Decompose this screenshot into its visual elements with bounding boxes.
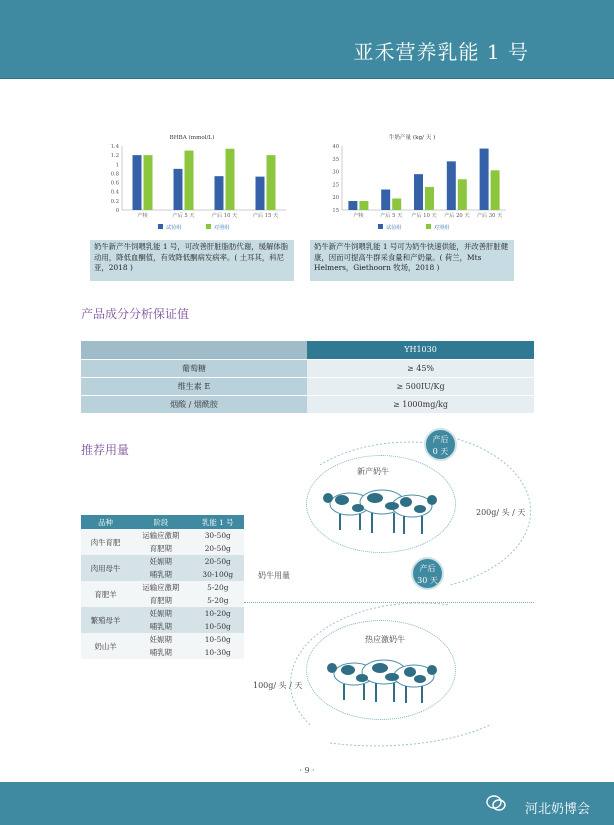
dose-cell: 5-20g [192,594,244,607]
stage-cell: 哺乳期 [130,620,191,633]
bar-test [381,190,390,210]
y-tick-label: 30 [332,169,339,176]
bar-control [144,155,153,210]
legend-swatch [378,224,383,229]
y-tick-label: 25 [332,182,339,189]
x-tick-label: 产后 20 天 [444,213,470,219]
legend-label: 试验组 [386,225,402,231]
y-tick-label: 1 [115,162,119,169]
footer-bar [0,782,614,825]
postpartum-day30-badge [411,557,444,590]
spec-value: ≥ 45% [307,359,534,377]
chart-title: BHBA (mmol/L) [169,135,215,141]
table-row [81,377,534,395]
bar-control [392,198,401,210]
chart-caption-milk: 奶牛新产牛饲喂乳能 1 号可为奶牛快速供能，并改善肝脏健康，因而可提高牛群采食量和产奶量。( 荷兰，Mts Helmers，Giethoorn 牧场，2018 ) [310,240,514,281]
badge-line-2: 30 天 [417,576,438,585]
legend-swatch [158,224,163,229]
legend-label: 对照组 [214,225,230,231]
bar-test [447,161,456,210]
dose-section-title: 推荐用量 [81,443,130,457]
stage-cell: 哺乳期 [130,646,191,659]
dairy-cow-herd-image [320,478,440,540]
chart-caption-bhba: 奶牛新产牛饲喂乳能 1 号，可改善肝脏脂肪代谢，缓解体脂动用，降低血酮值，有效降低酮病发病率。( 土耳其，科尼亚，2018 ) [90,240,294,281]
dotted-divider [244,602,534,603]
table-row [81,633,244,646]
dose-header-species: 品种 [81,515,130,529]
bar-test [256,177,265,210]
x-tick-label: 产后 15 天 [252,213,279,219]
dose-cell: 30-100g [192,568,244,581]
y-tick-label: 1.4 [110,144,119,150]
table-row [81,607,244,620]
y-tick-label: 40 [332,144,339,150]
dose-table-header [81,515,244,529]
spec-header-blank [81,341,307,359]
bar-control [491,170,500,210]
spec-item: 烟酸 / 烟酰胺 [81,395,307,413]
y-tick-label: 35 [332,156,339,163]
heat-cow-dose: 100g/ 头 / 天 [253,681,303,690]
y-tick-label: 0.8 [110,171,119,178]
bar-control [458,179,467,210]
chart-card-milk [310,128,514,281]
dose-cell: 10-50g [192,633,244,646]
table-row [81,395,534,413]
x-tick-label: 产后 10 天 [211,213,238,219]
table-row [81,555,244,568]
x-tick-label: 产犊 [353,213,364,219]
chart-title: 牛奶产量 (kg/ 天 ) [388,135,436,141]
legend-label: 对照组 [434,225,450,231]
spec-item: 维生素 E [81,377,307,395]
new-cow-dose: 200g/ 头 / 天 [476,508,526,517]
page-header-title: 亚禾营养乳能 1 号 [353,40,529,64]
table-row [81,581,244,594]
milk-yield-chart [310,128,514,240]
stage-cell: 育肥期 [130,542,191,555]
bar-control [359,201,368,210]
stage-cell: 妊娠期 [130,555,191,568]
stage-cell: 育肥期 [130,594,191,607]
dose-cell: 20-50g [192,542,244,555]
stage-cell: 运输应激期 [130,581,191,594]
table-row [81,359,534,377]
spec-section-title: 产品成分分析保证值 [81,307,190,321]
x-tick-label: 产后 10 天 [411,213,437,219]
x-tick-label: 产后 5 天 [172,213,195,219]
bar-test [480,149,489,210]
bar-test [215,176,224,210]
bar-test [414,174,423,210]
x-tick-label: 产后 5 天 [380,213,403,219]
dose-cell: 10-50g [192,620,244,633]
species-cell: 育肥羊 [81,581,130,607]
species-cell: 繁殖母羊 [81,607,130,633]
bar-control [425,187,434,210]
dose-cell: 10-20g [192,607,244,620]
legend-swatch [426,224,431,229]
spec-table-header [81,341,534,359]
wechat-icon [486,795,506,811]
dose-cell: 30-50g [192,529,244,542]
header-divider [0,78,614,79]
species-cell: 肉用母牛 [81,555,130,581]
species-cell: 肉牛育肥 [81,529,130,555]
legend-swatch [206,224,211,229]
footer-brand: 河北奶博会 [524,802,590,817]
chart-card-bhba [90,128,294,281]
spec-item: 葡萄糖 [81,359,307,377]
dose-cell: 5-20g [192,581,244,594]
spec-value: ≥ 1000mg/kg [307,395,534,413]
y-tick-label: 0 [115,208,119,214]
heat-stress-cow-herd-image [322,648,440,708]
x-tick-label: 产后 30 天 [476,213,503,219]
bar-test [133,155,142,210]
stage-cell: 妊娠期 [130,633,191,646]
bar-control [226,149,235,210]
page-number: · 9 · [299,766,315,775]
stage-cell: 运输应激期 [130,529,191,542]
badge-line-1: 产后 [432,435,449,444]
spec-value: ≥ 500IU/Kg [307,377,534,395]
spec-header-product: YH1030 [307,341,534,359]
dose-cell: 10-30g [192,646,244,659]
y-tick-label: 15 [332,208,339,214]
bar-test [174,169,183,210]
bhba-chart [90,128,294,240]
stage-cell: 妊娠期 [130,607,191,620]
new-cow-label: 新产奶牛 [357,467,389,476]
legend-label: 试验组 [166,225,182,231]
postpartum-day0-badge [424,428,457,461]
stage-cell: 哺乳期 [130,568,191,581]
table-row [81,529,244,542]
badge-line-1: 产后 [419,564,436,573]
species-cell: 奶山羊 [81,633,130,659]
y-tick-label: 20 [332,195,339,202]
dose-cell: 20-50g [192,555,244,568]
bar-control [185,151,194,210]
bar-test [348,201,357,210]
y-tick-label: 0.2 [110,198,119,205]
heat-cow-label: 热应激奶牛 [365,635,405,644]
spec-table [81,341,534,414]
x-tick-label: 产犊 [137,213,148,219]
y-tick-label: 0.4 [110,189,119,196]
dairy-usage-label: 奶牛用量 [258,571,290,580]
bar-control [267,155,276,210]
dose-table [81,515,244,659]
y-tick-label: 0.6 [110,180,119,187]
dose-header-dose: 乳能 1 号 [192,515,244,529]
badge-line-2: 0 天 [432,447,449,456]
dose-header-stage: 阶段 [130,515,191,529]
y-tick-label: 1.2 [110,153,119,160]
